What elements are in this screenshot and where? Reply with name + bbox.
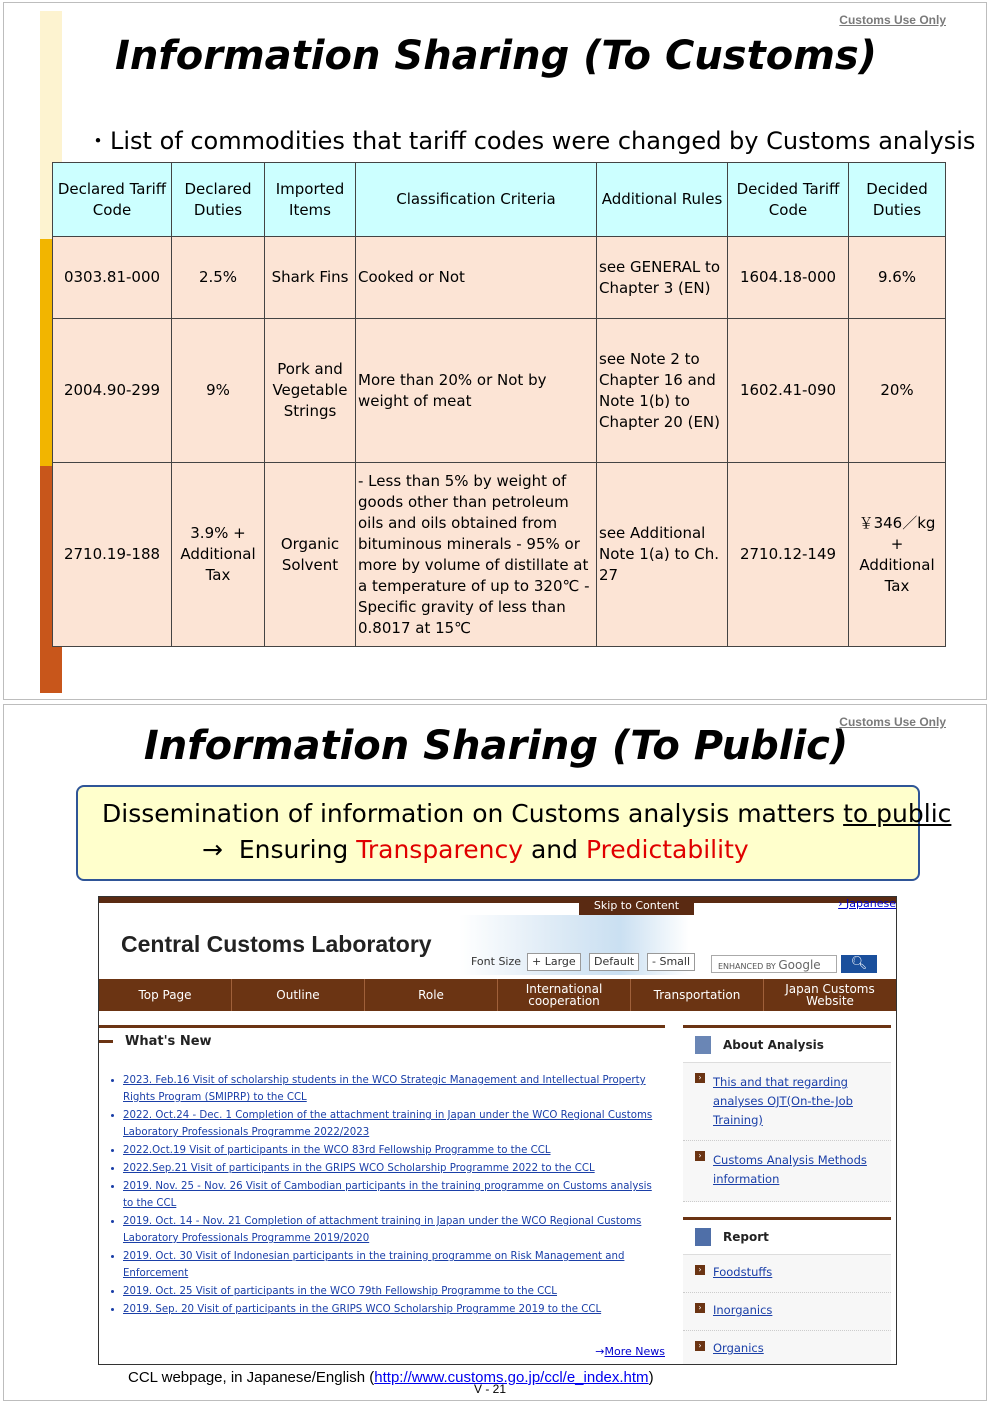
callout-text: Dissemination of information on Customs analysis matters bbox=[102, 799, 844, 828]
customs-use-only-label: Customs Use Only bbox=[839, 13, 946, 27]
cell-declared-code: 2004.90-299 bbox=[53, 319, 172, 463]
caption-suffix: ) bbox=[648, 1369, 654, 1386]
header-classification-criteria: Classification Criteria bbox=[356, 163, 597, 237]
cell-decided-code: 2710.12-149 bbox=[728, 463, 849, 647]
header-declared-duties: Declared Duties bbox=[172, 163, 265, 237]
and-word: and bbox=[523, 835, 586, 864]
ccl-website-screenshot bbox=[98, 896, 897, 1365]
about-item-label[interactable]: Customs Analysis Methods information bbox=[713, 1153, 867, 1186]
cell-decided-duties: ￥346／kg + Additional Tax bbox=[849, 463, 946, 647]
whats-new-heading bbox=[99, 1034, 212, 1049]
cell-criteria: - Less than 5% by weight of goods other than petroleum oils and oils obtained from bituminous minerals - 95% or more by volume of distillate at a temperature of up to 320℃ - Specific gravity of less than 0.8017 at 15℃ bbox=[356, 463, 597, 647]
tariff-change-table bbox=[52, 162, 946, 647]
about-analysis-heading bbox=[683, 1028, 891, 1063]
cell-decided-duties: 20% bbox=[849, 319, 946, 463]
callout-underlined: to public bbox=[843, 799, 952, 828]
transparency-word: Transparency bbox=[356, 835, 523, 864]
cell-item: Shark Fins bbox=[265, 237, 356, 319]
about-analysis-panel bbox=[683, 1025, 891, 1202]
cell-decided-duties: 9.6% bbox=[849, 237, 946, 319]
arrow-icon: › bbox=[695, 1303, 705, 1313]
callout-arrow-text: → Ensuring bbox=[202, 835, 357, 864]
table-row bbox=[53, 237, 946, 319]
news-item[interactable]: • 2019. Oct. 25 Visit of participants in the WCO 79th Fellowship Programme to the CCL bbox=[123, 1283, 663, 1300]
header-imported-items: Imported Items bbox=[265, 163, 356, 237]
more-news-label[interactable]: More News bbox=[604, 1345, 665, 1358]
screenshot-caption bbox=[128, 1369, 654, 1386]
font-size-label: Font Size bbox=[471, 955, 522, 968]
font-large-button[interactable]: + Large bbox=[527, 953, 581, 971]
customs-use-only-label: Customs Use Only bbox=[839, 715, 946, 729]
about-item-label[interactable]: This and that regarding analyses OJT(On-the-Job Training) bbox=[713, 1075, 853, 1127]
arrow-icon: › bbox=[695, 1341, 705, 1351]
heading-marker bbox=[99, 1040, 113, 1043]
news-item[interactable]: • 2019. Oct. 30 Visit of Indonesian participants in the training programme on Risk Management and Enforcement bbox=[123, 1248, 663, 1282]
slide-title: Information Sharing (To Public) bbox=[143, 723, 849, 769]
about-item-methods[interactable] bbox=[683, 1141, 891, 1202]
cell-decided-code: 1602.41-090 bbox=[728, 319, 849, 463]
about-item-ojt[interactable] bbox=[683, 1063, 891, 1141]
about-analysis-title: About Analysis bbox=[723, 1038, 824, 1052]
table-row bbox=[53, 319, 946, 463]
magnifier-icon: 🔍︎ bbox=[850, 956, 868, 971]
table-row bbox=[53, 463, 946, 647]
slide-to-public bbox=[3, 704, 987, 1401]
search-button[interactable] bbox=[841, 955, 877, 973]
predictability-word: Predictability bbox=[585, 835, 749, 864]
book-icon bbox=[695, 1228, 711, 1246]
whats-new-title: What's New bbox=[125, 1034, 212, 1049]
nav-international-cooperation[interactable]: International cooperation bbox=[498, 979, 631, 1011]
cell-decided-code: 1604.18-000 bbox=[728, 237, 849, 319]
main-navigation bbox=[99, 979, 896, 1011]
cell-declared-code: 0303.81-000 bbox=[53, 237, 172, 319]
cell-declared-duties: 9% bbox=[172, 319, 265, 463]
cell-declared-code: 2710.19-188 bbox=[53, 463, 172, 647]
slide-subtitle: ・List of commodities that tariff codes were changed by Customs analysis bbox=[86, 127, 976, 155]
report-title: Report bbox=[723, 1230, 769, 1244]
nav-outline[interactable]: Outline bbox=[232, 979, 365, 1011]
cell-rules: see GENERAL to Chapter 3 (EN) bbox=[597, 237, 728, 319]
report-item-organics[interactable] bbox=[683, 1331, 891, 1364]
report-heading bbox=[683, 1220, 891, 1255]
font-default-button[interactable]: Default bbox=[589, 953, 639, 971]
cell-item: Pork and Vegetable Strings bbox=[265, 319, 356, 463]
cell-item: Organic Solvent bbox=[265, 463, 356, 647]
news-item[interactable]: • 2022. Oct.24 - Dec. 1 Completion of the attachment training in Japan under the WCO Regional Customs Laboratory Professionals Programme 2022/2023 bbox=[123, 1107, 663, 1141]
header-decided-duties: Decided Duties bbox=[849, 163, 946, 237]
arrow-icon: › bbox=[695, 1265, 705, 1275]
grid-icon bbox=[695, 1036, 711, 1054]
more-news-link[interactable] bbox=[595, 1345, 665, 1358]
header-decided-tariff-code: Decided Tariff Code bbox=[728, 163, 849, 237]
cell-rules: see Additional Note 1(a) to Ch. 27 bbox=[597, 463, 728, 647]
arrow-icon: › bbox=[695, 1151, 705, 1161]
enhanced-by-label: ENHANCED BY bbox=[718, 962, 776, 971]
arrow-icon: › bbox=[695, 1073, 705, 1083]
skip-to-content-link[interactable]: Skip to Content bbox=[579, 897, 694, 915]
table-header-row bbox=[53, 163, 946, 237]
news-item[interactable]: • 2022.Oct.19 Visit of participants in the WCO 83rd Fellowship Programme to the CCL bbox=[123, 1142, 663, 1159]
callout-line-1 bbox=[102, 799, 951, 828]
caption-text: CCL webpage, in Japanese/English ( bbox=[128, 1369, 375, 1386]
cell-criteria: Cooked or Not bbox=[356, 237, 597, 319]
japanese-link-label[interactable]: Japanese bbox=[846, 897, 896, 910]
whats-new-panel bbox=[99, 1025, 665, 1364]
nav-japan-customs-website[interactable]: Japan Customs Website bbox=[785, 982, 875, 1008]
page-number: V - 21 bbox=[474, 1382, 507, 1396]
search-input[interactable] bbox=[711, 955, 837, 973]
dissemination-callout bbox=[76, 785, 952, 881]
site-title: Central Customs Laboratory bbox=[121, 931, 432, 957]
news-list bbox=[111, 1072, 663, 1319]
japanese-link[interactable]: › Japanese bbox=[838, 897, 896, 910]
report-item-foodstuffs[interactable] bbox=[683, 1255, 891, 1293]
report-item-label[interactable]: Organics bbox=[713, 1341, 764, 1355]
nav-transportation[interactable]: Transportation bbox=[631, 979, 764, 1011]
more-arrow-icon: → bbox=[595, 1345, 605, 1358]
report-item-label[interactable]: Inorganics bbox=[713, 1303, 773, 1317]
slide-title: Information Sharing (To Customs) bbox=[115, 33, 877, 79]
slide-to-customs bbox=[3, 2, 987, 700]
report-panel bbox=[683, 1217, 891, 1365]
news-item[interactable]: • 2019. Nov. 25 - Nov. 26 Visit of Cambodian participants in the training programme on Customs analysis to the CCL bbox=[123, 1178, 663, 1212]
news-item[interactable]: • 2023. Feb.16 Visit of scholarship students in the WCO Strategic Management and Intellectual Property Rights Program (SMIPRP) to the CCL bbox=[123, 1072, 663, 1106]
news-item[interactable]: • 2022.Sep.21 Visit of participants in the GRIPS WCO Scholarship Programme 2022 to the CCL bbox=[123, 1160, 663, 1177]
header-additional-rules: Additional Rules bbox=[597, 163, 728, 237]
cell-declared-duties: 2.5% bbox=[172, 237, 265, 319]
font-small-button[interactable]: - Small bbox=[647, 953, 695, 971]
news-item[interactable]: • 2019. Oct. 14 - Nov. 21 Completion of attachment training in Japan under the WCO Regional Customs Laboratory Professionals Programme 2019/2020 bbox=[123, 1213, 663, 1247]
ccl-url-link[interactable]: http://www.customs.go.jp/ccl/e_index.htm bbox=[374, 1369, 649, 1386]
nav-role[interactable]: Role bbox=[365, 979, 498, 1011]
callout-line-2 bbox=[202, 835, 749, 864]
report-item-inorganics[interactable] bbox=[683, 1293, 891, 1331]
cell-declared-duties: 3.9% + Additional Tax bbox=[172, 463, 265, 647]
news-item[interactable]: • 2019. Sep. 20 Visit of participants in the GRIPS WCO Scholarship Programme 2019 to the CCL bbox=[123, 1301, 663, 1318]
google-label: Google bbox=[778, 958, 821, 972]
cell-rules: see Note 2 to Chapter 16 and Note 1(b) to Chapter 20 (EN) bbox=[597, 319, 728, 463]
report-item-label[interactable]: Foodstuffs bbox=[713, 1265, 773, 1279]
nav-top-page[interactable]: Top Page bbox=[99, 979, 232, 1011]
header-declared-tariff-code: Declared Tariff Code bbox=[53, 163, 172, 237]
cell-criteria: More than 20% or Not by weight of meat bbox=[356, 319, 597, 463]
